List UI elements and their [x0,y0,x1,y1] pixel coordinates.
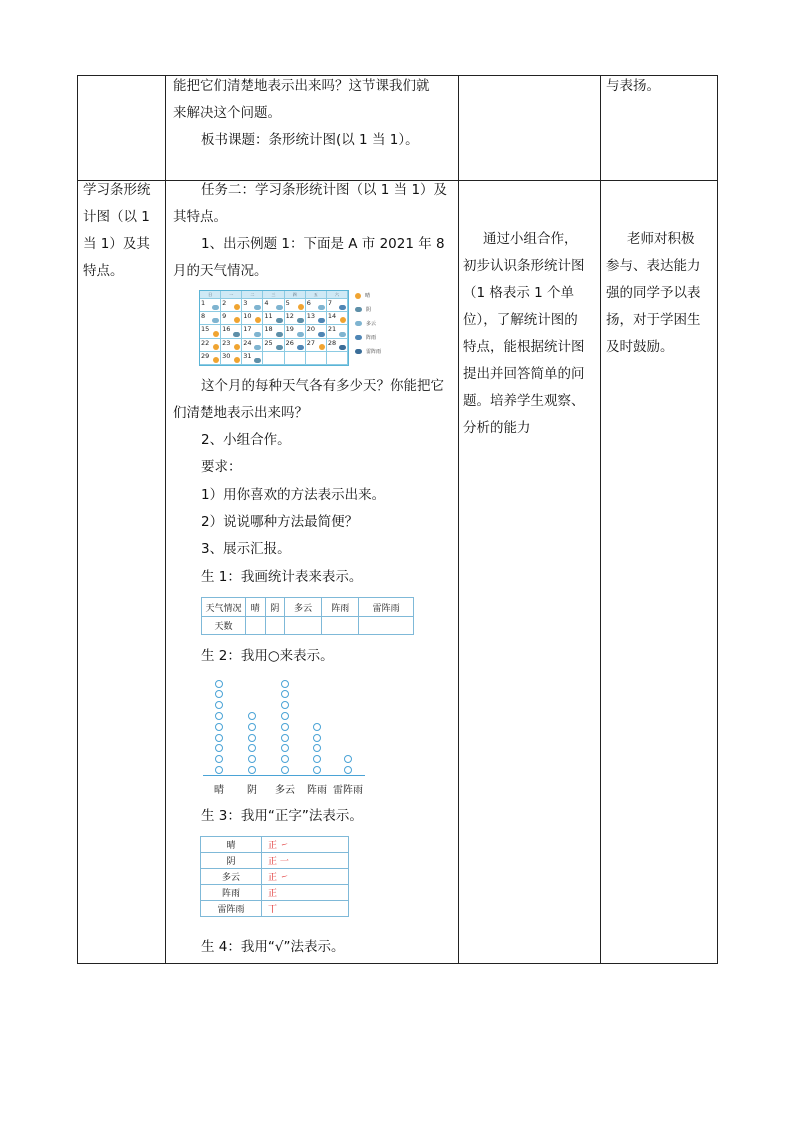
calendar-day [263,312,284,325]
calendar-day [327,339,348,352]
sun-icon [234,344,240,350]
calendar-day [306,312,327,325]
rain-icon [339,305,346,310]
weather-calendar [199,290,349,366]
pictograph-circle [248,766,256,774]
dcloud-icon [276,332,283,337]
show-report: 3、展示汇报。 [201,541,291,557]
sun-icon [298,304,304,310]
sun-icon [355,293,361,299]
tally-marks: 正 一 [262,853,349,869]
tally-row [201,901,349,917]
board-title: 板书课题：条形统计图(以 1 当 1）。 [201,132,419,148]
row1-text-line: 来解决这个问题。 [173,105,281,121]
calendar-day [242,299,263,312]
group-work: 2、小组合作。 [201,432,291,448]
cloud-icon [254,305,261,310]
calendar-day [285,352,306,365]
cloud-icon [212,318,219,323]
student3-text: 生 3：我用“正字”法表示。 [201,808,363,824]
dcloud-icon [355,307,362,312]
calendar-day [221,352,242,365]
calendar-day-number: 15 [201,325,210,334]
pictograph-category-label: 阵雨 [307,785,327,796]
pictograph-category-label: 晴 [214,785,224,796]
weather-stat-table [201,597,414,635]
tally-table [200,836,349,917]
calendar-day-number: 5 [285,299,290,307]
objective-line: （1 格表示 1 个单 [463,285,575,301]
col-divider [600,75,601,964]
calendar-weekday: 五 [306,291,327,299]
sun-icon [234,317,240,323]
calendar-day [200,299,221,312]
sun-icon [213,331,219,337]
calendar-day [200,312,221,325]
calendar-day [242,312,263,325]
calendar-weekday: 一 [221,291,242,299]
calendar-day-number: 3 [243,299,248,307]
calendar-day [263,339,284,352]
tally-marks: 丅 [262,901,349,917]
calendar-day-number: 18 [264,325,273,334]
calendar-day-number: 16 [222,325,231,334]
pictograph-circle [215,712,223,720]
calendar-weekday: 四 [285,291,306,299]
stat-header-cell: 雷阵雨 [359,598,414,617]
objective-line: 位），了解统计图的 [463,312,578,328]
rain-icon [297,345,304,350]
sun-icon [255,317,261,323]
tally-row [201,837,349,853]
task-title: 其特点。 [173,209,227,225]
dcloud-icon [276,318,283,323]
calendar-day-number: 24 [243,338,252,347]
question-text: 这个月的每种天气各有多少天？你能把它 [201,378,444,394]
rain-icon [318,332,325,337]
question-text: 们清楚地表示出来吗？ [173,405,308,421]
calendar-day-number: 12 [285,312,294,321]
dcloud-icon [276,345,283,350]
cloud-icon [276,305,283,310]
col-divider [458,75,459,964]
calendar-day [221,299,242,312]
legend-label: 多云 [366,321,377,327]
storm-icon [355,349,362,354]
calendar-day [327,312,348,325]
pictograph-category-label: 多云 [275,785,295,796]
legend-item [355,320,376,329]
table-bottom-border [77,963,718,964]
calendar-day-number: 1 [201,299,206,307]
stat-cell [265,617,285,635]
calendar-day-number: 26 [285,338,294,347]
storm-icon [339,345,346,350]
calendar-day-number: 22 [201,338,210,347]
stat-header-cell: 天气情况 [202,598,246,617]
legend-item [355,292,370,301]
stat-row-label: 天数 [202,617,246,635]
row1-col4-text: 与表扬。 [606,78,660,94]
calendar-day-number: 27 [306,338,315,347]
requirement-2: 2）说说哪种方法最简便？ [201,514,359,530]
pictograph-axis [203,775,365,776]
calendar-weekday: 日 [200,291,221,299]
calendar-day [221,325,242,338]
tally-label: 晴 [201,837,262,853]
pictograph-circle [281,712,289,720]
pictograph-circle [281,680,289,688]
pictograph-circle [313,766,321,774]
calendar-day-number: 4 [264,299,269,307]
calendar-day-number: 13 [306,312,315,321]
pictograph-circle [344,766,352,774]
tally-marks: 正 [262,885,349,901]
pictograph-circle [248,734,256,742]
pictograph-circle [281,723,289,731]
calendar-day [285,299,306,312]
pictograph-circle [215,680,223,688]
pictograph-category-label: 雷阵雨 [333,785,363,796]
calendar-day-number: 11 [264,312,273,321]
tally-label: 阴 [201,853,262,869]
evaluation-line: 参与、表达能力 [606,258,701,274]
dcloud-icon [254,358,261,363]
cloud-icon [318,305,325,310]
stat-header-cell: 晴 [246,598,266,617]
legend-item [355,334,376,343]
cloud-icon [339,332,346,337]
objective-line: 题。培养学生观察、 [463,393,585,409]
calendar-day [200,339,221,352]
calendar-day [221,339,242,352]
calendar-day [242,339,263,352]
calendar-day-number: 2 [222,299,227,307]
legend-item [355,306,371,315]
calendar-day [306,325,327,338]
calendar-day-number: 7 [327,299,332,307]
stat-cell [322,617,359,635]
stat-header-cell: 阵雨 [322,598,359,617]
cloud-icon [212,305,219,310]
topic-line: 学习条形统 [83,182,151,198]
objective-line: 提出并回答简单的问 [463,366,585,382]
sun-icon [213,344,219,350]
pictograph-circle [313,723,321,731]
col-divider [77,75,78,964]
pictograph-circle [215,723,223,731]
pictograph-circle [248,723,256,731]
example-text: 月的天气情况。 [173,263,268,279]
tally-marks: 正 ㇀ [262,869,349,885]
example-text: 1、出示例题 1：下面是 A 市 2021 年 8 [201,236,445,252]
dcloud-icon [233,332,240,337]
calendar-day-number: 9 [222,312,227,321]
calendar-day [327,325,348,338]
pictograph-category-label: 阴 [247,785,257,796]
cloud-icon [355,321,362,326]
calendar-weekday: 三 [263,291,284,299]
calendar-day [327,352,348,365]
stat-header-cell: 阴 [265,598,285,617]
calendar-day [306,339,327,352]
tally-label: 阵雨 [201,885,262,901]
calendar-day [263,325,284,338]
pictograph-circle [215,734,223,742]
pictograph-circle [281,734,289,742]
calendar-day-number: 17 [243,325,252,334]
calendar-day [306,352,327,365]
cloud-icon [254,345,261,350]
evaluation-line: 老师对积极 [627,231,695,247]
calendar-day-number: 19 [285,325,294,334]
calendar-day [200,325,221,338]
calendar-day-number: 20 [306,325,315,334]
pictograph-circle [248,712,256,720]
student4-text: 生 4：我用“√”法表示。 [201,939,345,955]
calendar-day-number: 8 [201,312,206,321]
calendar-day-number: 10 [243,312,252,321]
task-title: 任务二：学习条形统计图（以 1 当 1）及 [201,182,448,198]
tally-marks: 正 ㇀ [262,837,349,853]
calendar-weekday: 二 [242,291,263,299]
dcloud-icon [297,318,304,323]
legend-item [355,348,381,357]
calendar-day-number: 25 [264,338,273,347]
stat-header-cell: 多云 [285,598,322,617]
calendar-day-number: 21 [327,325,337,334]
pictograph-circle [313,734,321,742]
col-divider [717,75,718,964]
rain-icon [318,318,325,323]
tally-row [201,869,349,885]
stat-cell [285,617,322,635]
legend-label: 阴 [366,307,372,313]
sun-icon [319,344,325,350]
objective-line: 分析的能力 [463,420,531,436]
requirement-label: 要求： [201,459,242,475]
legend-label: 阵雨 [366,335,377,341]
cloud-icon [254,332,261,337]
calendar-day [221,312,242,325]
tally-label: 雷阵雨 [201,901,262,917]
tally-row [201,853,349,869]
calendar-day-number: 30 [222,351,231,360]
stat-cell [246,617,266,635]
sun-icon [340,317,346,323]
student1-text: 生 1：我画统计表来表示。 [201,569,363,585]
cloud-icon [297,332,304,337]
row1-text-line: 能把它们清楚地表示出来吗？这节课我们就 [173,78,430,94]
calendar-day [242,352,263,365]
evaluation-line: 扬，对于学困生 [606,312,701,328]
calendar-day [242,325,263,338]
tally-row [201,885,349,901]
pictograph-circle [215,766,223,774]
objective-line: 初步认识条形统计图 [463,258,585,274]
calendar-day [263,352,284,365]
calendar-day-number: 29 [201,351,210,360]
calendar-day-number: 14 [327,312,337,321]
calendar-day [327,299,348,312]
topic-line: 特点。 [83,263,124,279]
calendar-day-number: 28 [327,338,337,347]
stat-cell [359,617,414,635]
calendar-day-number: 31 [243,351,252,360]
legend-label: 晴 [365,293,371,299]
evaluation-line: 及时鼓励。 [606,339,674,355]
calendar-day [285,325,306,338]
legend-label: 雷阵雨 [366,349,382,355]
objective-line: 通过小组合作， [483,231,578,247]
calendar-day-number: 6 [306,299,311,307]
topic-line: 当 1）及其 [83,236,150,252]
sun-icon [234,357,240,363]
evaluation-line: 强的同学予以表 [606,285,701,301]
calendar-day-number: 23 [222,338,231,347]
tally-label: 多云 [201,869,262,885]
requirement-1: 1）用你喜欢的方法表示出来。 [201,487,386,503]
calendar-day [263,299,284,312]
sun-icon [213,357,219,363]
col-divider [165,75,166,964]
pictograph-circle [281,766,289,774]
calendar-weekday: 六 [327,291,348,299]
calendar-day [285,339,306,352]
calendar-day [306,299,327,312]
sun-icon [234,304,240,310]
topic-line: 计图（以 1 [83,209,150,225]
objective-line: 特点，能根据统计图 [463,339,585,355]
calendar-day [285,312,306,325]
student2-text: 生 2：我用○来表示。 [201,648,334,664]
rain-icon [355,335,362,340]
calendar-day [200,352,221,365]
